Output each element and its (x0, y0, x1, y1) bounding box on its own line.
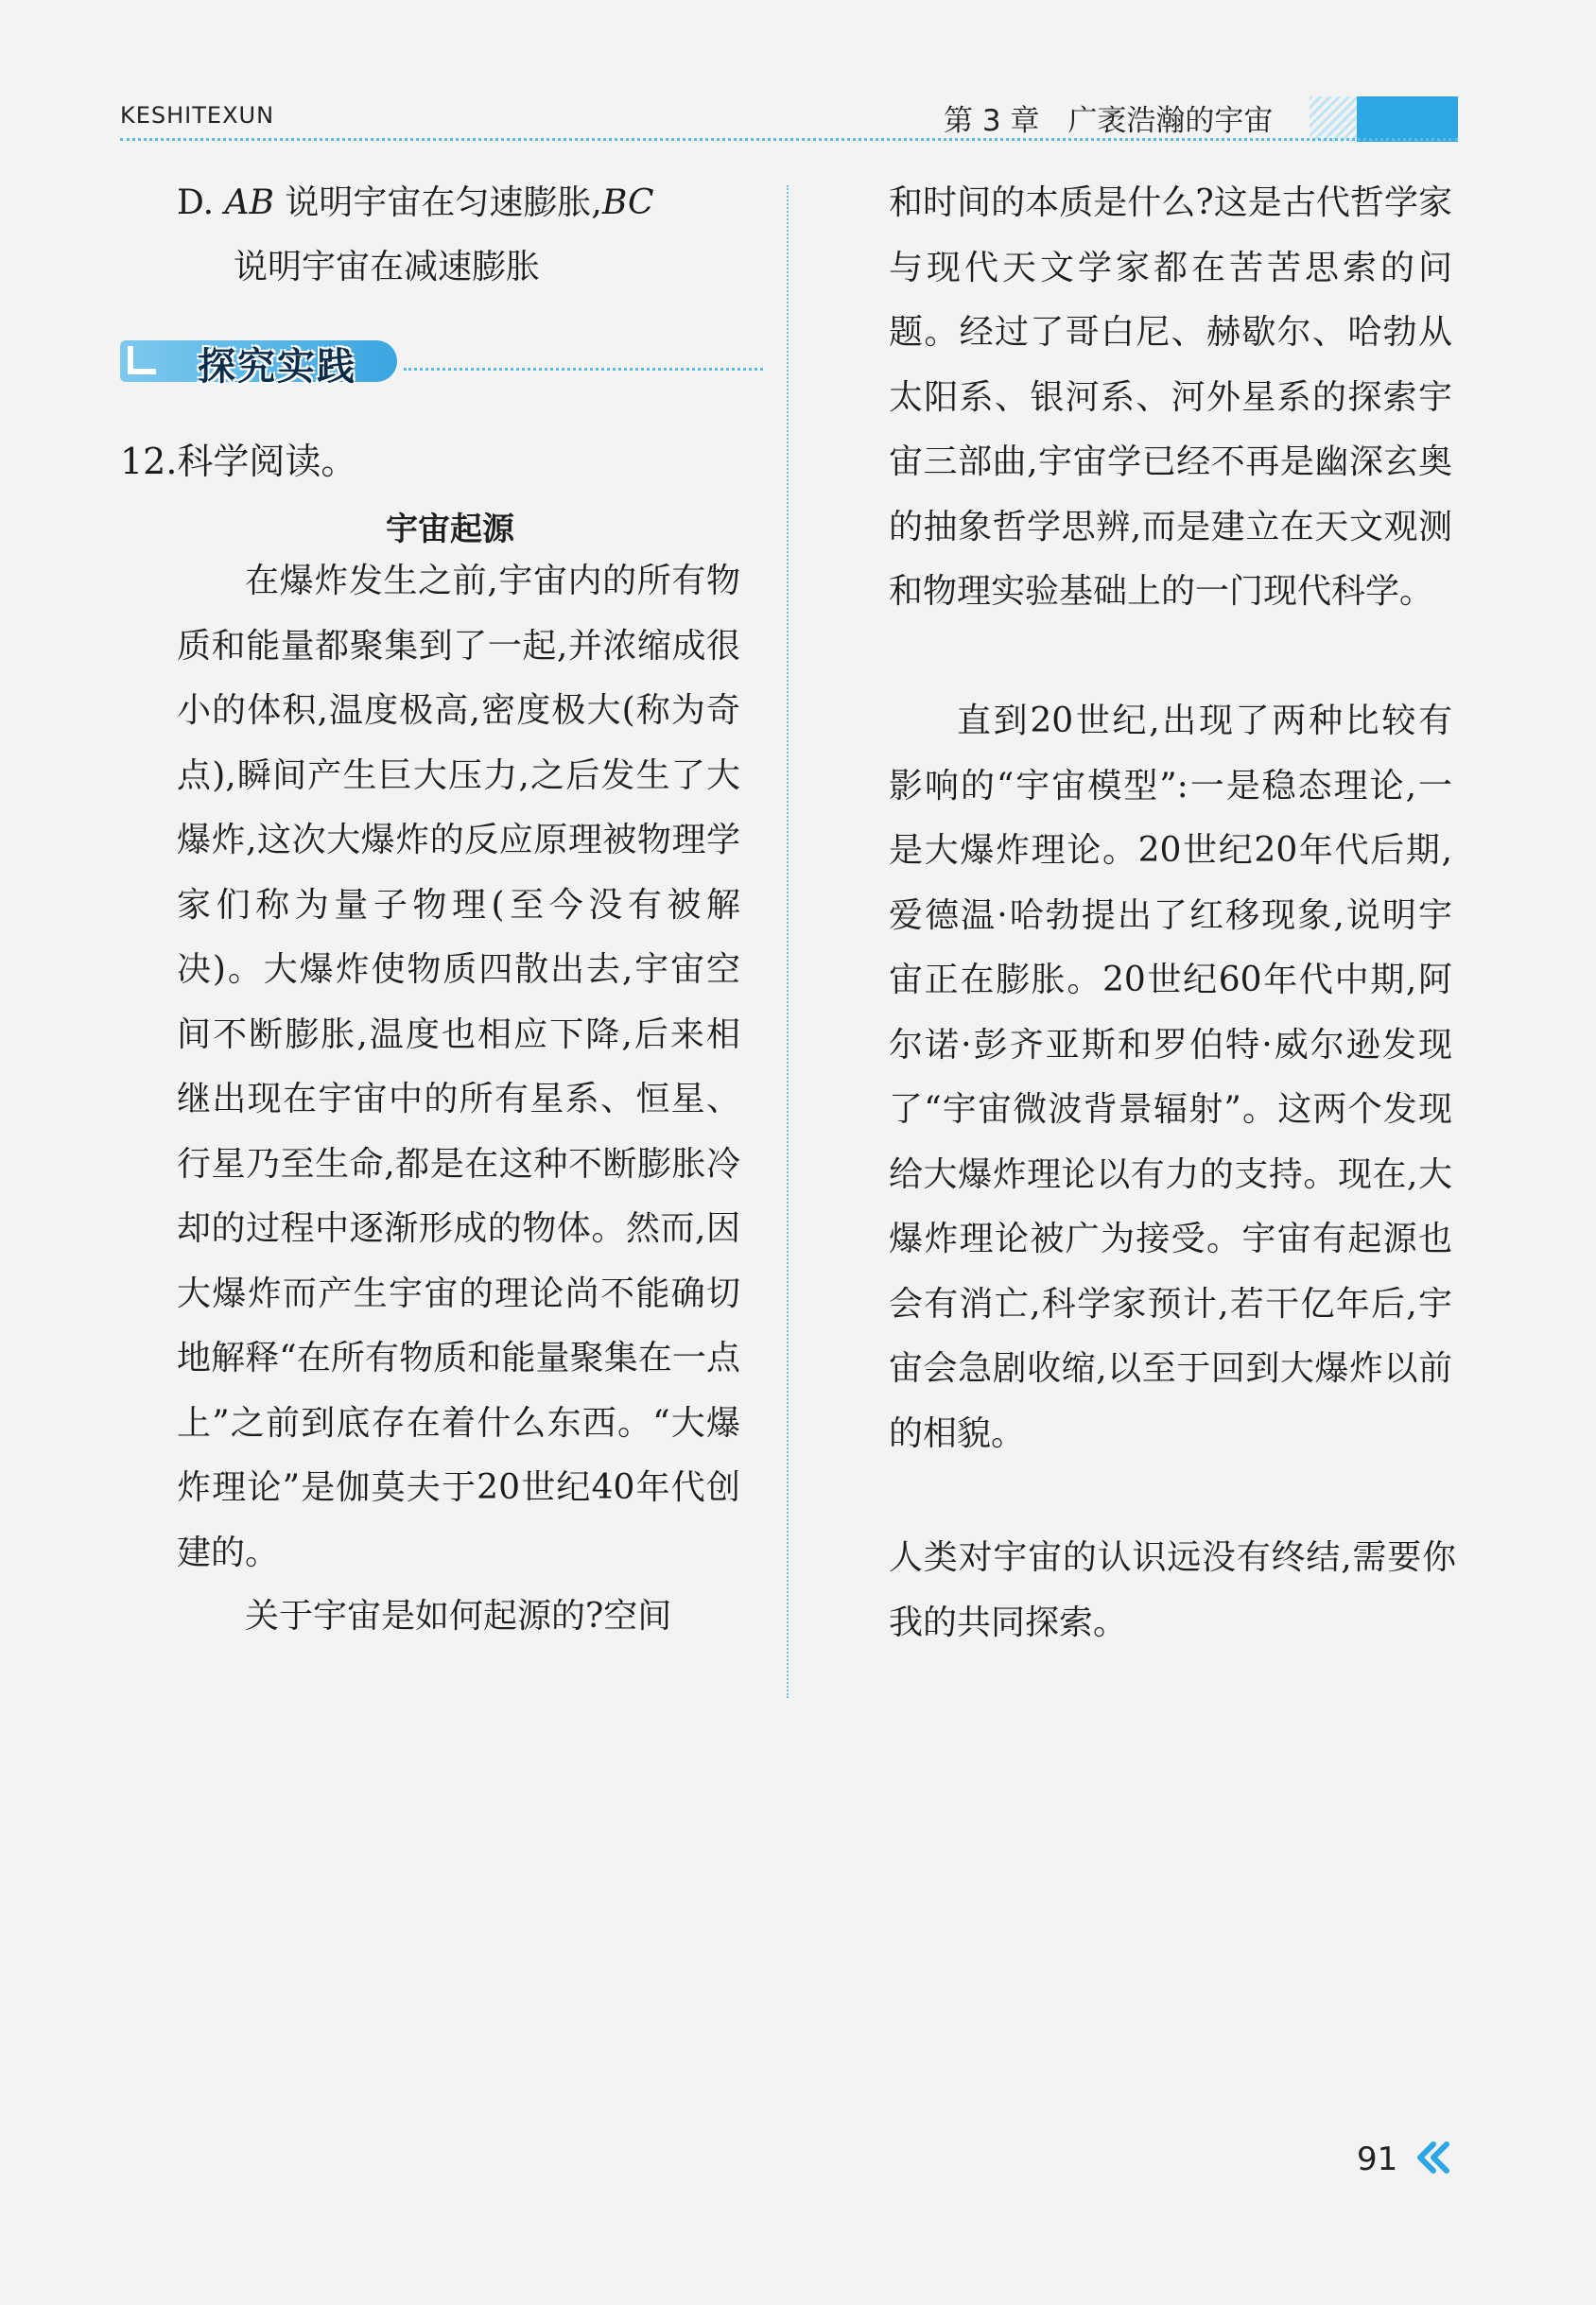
option-d-bc: BC (601, 183, 654, 222)
option-d (177, 171, 763, 300)
header-chapter (944, 96, 1273, 139)
option-d-ab: AB (224, 183, 274, 222)
chapter-title: 广袤浩瀚的宇宙 (1067, 104, 1274, 138)
page-number: 91 (1357, 2140, 1398, 2178)
chapter-number: 第 3 章 (944, 104, 1040, 138)
option-d-line2: 说明宇宙在减速膨胀 (234, 248, 541, 286)
section-title: 探究实践 (198, 345, 356, 389)
option-d-letter: D. (177, 183, 215, 222)
article-title: 宇宙起源 (386, 511, 514, 548)
double-chevron-left-icon (1414, 2139, 1452, 2176)
option-d-line1: 说明宇宙在匀速膨胀, (285, 183, 602, 222)
header-color-block (1357, 96, 1458, 142)
article-left-paragraph-1: 在爆炸发生之前,宇宙内的所有物质和能量都聚集到了一起,并浓缩成很小的体积,温度极高,密度极大(称为奇点),瞬间产生巨大压力,之后发生了大爆炸,这次大爆炸的反应原理被物理学家们称为量子物理(至今没有被解决)。大爆炸使物质四散出去,宇宙空间不断膨胀,温度也相应下降,后来相继出现在宇宙中的所有星系、恒星、行星乃至生命,都是在这种不断膨胀冷却的过程中逐渐形成的物体。然而,因大爆炸而产生宇宙的理论尚不能确切地解释“在所有物质和能量聚集在一点上”之前到底存在着什么东西。“大爆炸理论”是伽莫夫于20世纪40年代创建的。 (177, 562, 740, 1572)
header-dotted-rule (120, 138, 1458, 141)
article-right-paragraph-1: 和时间的本质是什么?这是古代哲学家与现代天文学家都在苦苦思索的问题。经过了哥白尼、赫歇尔、哈勃从太阳系、银河系、河外星系的探索宇宙三部曲,宇宙学已经不再是幽深玄奥的抽象哲学思辨,而是建立在天文观测和物理实验基础上的一门现代科学。 (889, 183, 1452, 611)
question-label: 12.科学阅读。 (120, 441, 357, 482)
header-series-name: KESHITEXUN (120, 102, 275, 129)
section-dotted-rule (404, 368, 763, 371)
section-banner (120, 333, 763, 390)
column-divider (787, 185, 789, 1698)
article-closing: 人类对宇宙的认识远没有终结,需要你我的共同探索。 (889, 1538, 1456, 1642)
article-right-paragraph-2: 直到20世纪,出现了两种比较有影响的“宇宙模型”:一是稳态理论,一是大爆炸理论。20世纪20年代后期,爱德温·哈勃提出了红移现象,说明宇宙正在膨胀。20世纪60年代中期,阿尔诺·彭齐亚斯和罗伯特·威尔逊发现了“宇宙微波背景辐射”。这两个发现给大爆炸理论以有力的支持。现在,大爆炸理论被广为接受。宇宙有起源也会有消亡,科学家预计,若干亿年后,宇宙会急剧收缩,以至于回到大爆炸以前的相貌。 (889, 702, 1452, 1453)
header-stripe-decoration (1310, 96, 1357, 142)
article-left-paragraph-2: 关于宇宙是如何起源的?空间 (245, 1597, 672, 1636)
book-icon (128, 346, 156, 374)
